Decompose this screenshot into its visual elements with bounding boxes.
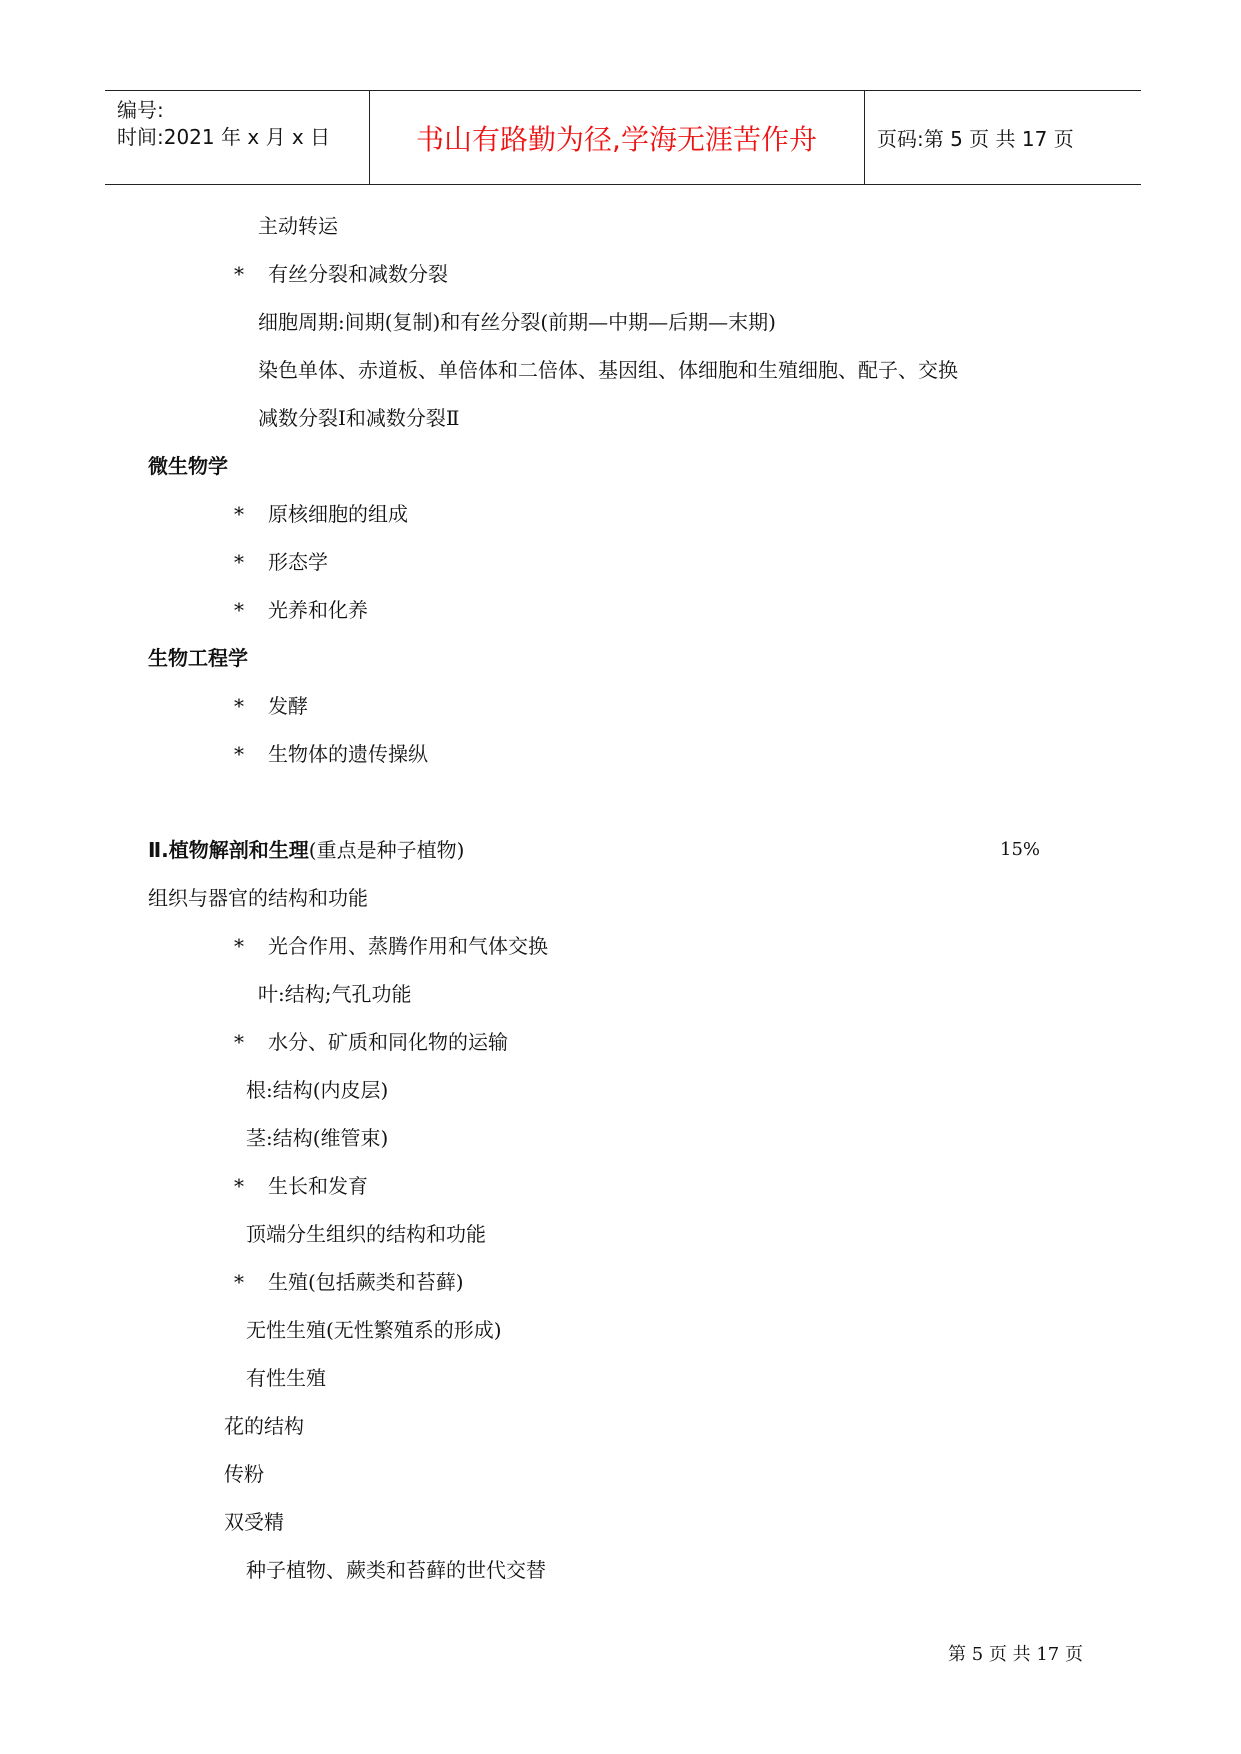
time-label: 时间:2021 年 x 月 x 日 <box>117 125 331 149</box>
text-line: 叶:结构;气孔功能 <box>258 982 412 1006</box>
text-line: 传粉 <box>224 1462 264 1486</box>
bullet-star: * <box>234 502 244 526</box>
bullet-text: 发酵 <box>268 694 308 718</box>
bullet-star: * <box>234 1030 244 1054</box>
bullet-item <box>234 1172 368 1200</box>
bullet-star: * <box>234 694 244 718</box>
bullet-text: 原核细胞的组成 <box>268 502 408 526</box>
bullet-star: * <box>234 1174 244 1198</box>
bullet-text: 生殖(包括蕨类和苔藓) <box>268 1270 464 1294</box>
section-heading: 生物工程学 <box>148 646 248 670</box>
text-line: 染色单体、赤道板、单倍体和二倍体、基因组、体细胞和生殖细胞、配子、交换 <box>258 358 958 382</box>
bullet-item <box>234 740 428 768</box>
plant-heading-title: Ⅱ.植物解剖和生理 <box>148 838 309 862</box>
bullet-item <box>234 596 368 624</box>
bullet-star: * <box>234 742 244 766</box>
page-footer: 第 5 页 共 17 页 <box>948 1644 1083 1665</box>
text-line: 茎:结构(维管束) <box>246 1126 389 1150</box>
text-line: 减数分裂Ⅰ和减数分裂Ⅱ <box>258 406 460 430</box>
bullet-item <box>234 1028 508 1056</box>
bullet-text: 有丝分裂和减数分裂 <box>268 262 448 286</box>
text-line: 无性生殖(无性繁殖系的形成) <box>246 1318 502 1342</box>
header-page-label: 页码:第 5 页 共 17 页 <box>877 127 1074 151</box>
bullet-star: * <box>234 550 244 574</box>
section-heading-plant <box>148 836 464 864</box>
plant-heading-note: (重点是种子植物) <box>308 838 465 862</box>
section-heading: 微生物学 <box>148 454 228 478</box>
bullet-item <box>234 500 408 528</box>
bullet-star: * <box>234 1270 244 1294</box>
bullet-text: 形态学 <box>268 550 328 574</box>
text-line: 主动转运 <box>258 214 338 238</box>
bullet-text: 生长和发育 <box>268 1174 368 1198</box>
text-line: 细胞周期:间期(复制)和有丝分裂(前期—中期—后期—末期) <box>258 310 776 334</box>
bullet-star: * <box>234 934 244 958</box>
number-label: 编号: <box>117 98 164 122</box>
text-line: 组织与器官的结构和功能 <box>148 886 368 910</box>
text-line: 顶端分生组织的结构和功能 <box>246 1222 486 1246</box>
plant-weight-percent: 15% <box>1000 839 1041 860</box>
text-line: 双受精 <box>224 1510 284 1534</box>
page-header <box>105 90 1141 185</box>
bullet-text: 光合作用、蒸腾作用和气体交换 <box>268 934 548 958</box>
bullet-star: * <box>234 598 244 622</box>
bullet-item <box>234 548 328 576</box>
text-line: 种子植物、蕨类和苔藓的世代交替 <box>246 1558 546 1582</box>
header-meta <box>105 91 370 184</box>
text-line: 有性生殖 <box>246 1366 326 1390</box>
bullet-item <box>234 932 548 960</box>
bullet-text: 光养和化养 <box>268 598 368 622</box>
bullet-star: * <box>234 262 244 286</box>
bullet-item <box>234 260 448 288</box>
bullet-text: 水分、矿质和同化物的运输 <box>268 1030 508 1054</box>
header-motto: 书山有路勤为径,学海无涯苦作舟 <box>369 91 865 184</box>
text-line: 花的结构 <box>224 1414 304 1438</box>
text-line: 根:结构(内皮层) <box>246 1078 389 1102</box>
bullet-item <box>234 1268 464 1296</box>
bullet-text: 生物体的遗传操纵 <box>268 742 428 766</box>
bullet-item <box>234 692 308 720</box>
